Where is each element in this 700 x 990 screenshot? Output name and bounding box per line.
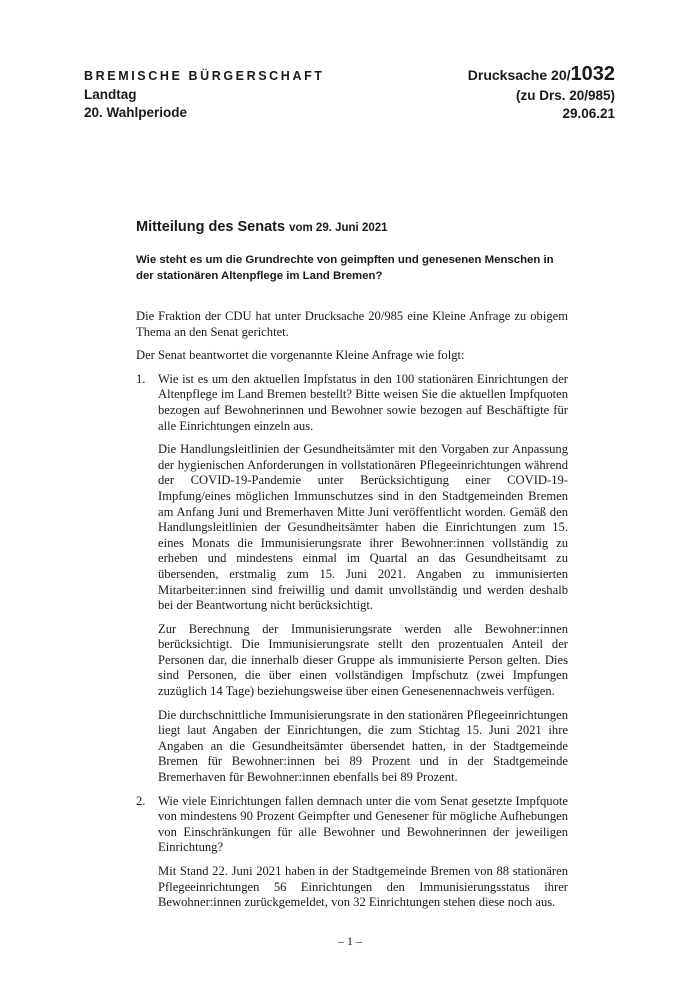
drucksache-reference: (zu Drs. 20/985) (515, 88, 615, 103)
answer-paragraph: Mit Stand 22. Juni 2021 haben in der Stadtgemeinde Bremen von 88 stationären Pflegeeinrichtungen 56 Einrichtungen den Immunisierungsstatus ihrer Bewohner:innen zurückgemeldet, von 32 Einrichtungen stehen diese noch aus. (158, 864, 568, 910)
document-header-right (468, 63, 615, 123)
document-header-left (84, 66, 325, 122)
question-text: Wie ist es um den aktuellen Impfstatus in den 100 stationären Einrichtungen der Altenpflege im Land Bremen bestellt? Bitte weisen Sie die aktuellen Impfquoten bezogen auf Bewohnerinnen und Bewohner sowie bezogen auf Beschäftigte für alle Einrichtungen einzeln aus. (158, 371, 568, 433)
document-title (136, 218, 568, 237)
title-main: Mitteilung des Senats (136, 219, 286, 235)
answer-paragraph: Die Handlungsleitlinien der Gesundheitsämter mit den Vorgaben zur Anpassung der hygienischen Anforderungen in vollstationären Pflegeeinrichtungen während der COVID-19-Pandemie unter Berücksichtigung einer COVID-19-Impfung/eines möglichen Immunschutzes sind in den Stadtgemeinden Bremen am Anfang Juni und Bremerhaven Mitte Juni veröffentlicht worden. Gemäß den Handlungsleitlinien der Gesundheitsämter haben die Einrichtungen zum 15. eines Monats die Immunisierungsrate ihrer Bewohner:innen vollständig zu erheben und mindestens einmal im Quartal an das Gesundheitsamt zu übersenden, erstmalig zum 15. Juni 2021. Angaben zu immunisierten Mitarbeiter:innen sind freiwillig und damit unvollständig und werden deshalb bei der Beantwortung nicht berücksichtigt. (158, 442, 568, 613)
answer-intro-paragraph: Der Senat beantwortet die vorgenannte Kleine Anfrage wie folgt: (136, 348, 465, 363)
drucksache-label: Drucksache 20/ (467, 67, 571, 83)
document-subtitle: Wie steht es um die Grundrechte von geimpften und genesenen Menschen in der stationären Altenpflege im Land Bremen? (136, 254, 554, 282)
question-number: 2. (136, 793, 146, 808)
answer-paragraph: Zur Berechnung der Immunisierungsrate werden alle Bewohner:innen berücksichtigt. Die Immunisierungsrate stellt den prozentualen Anteil der Personen dar, die innerhalb dieser Gruppe als immunisierte Person gelten. Dies sind Personen, die über einen vollständigen Impfschutz (zwei Impfungen zuzüglich 14 Tage) beziehungsweise über einen Genesenennachweis verfügen. (158, 621, 568, 699)
document-date: 29.06.21 (562, 106, 615, 121)
page-number: – 1 – (338, 934, 362, 948)
drucksache-number (468, 63, 615, 87)
chamber-name: Landtag (84, 87, 137, 102)
answer-paragraph: Die durchschnittliche Immunisierungsrate in den stationären Pflegeeinrichtungen liegt laut Angaben der Einrichtungen, die zum Stichtag 15. Juni 2021 ihre Angaben an die Gesundheitsämter übersendet hatten, in der Stadtgemeinde Bremen für Bewohner:innen bei 89 Prozent und in der Stadtgemeinde Bremerhaven für Bewohner:innen ebenfalls bei 89 Prozent. (158, 707, 568, 785)
title-date: vom 29. Juni 2021 (289, 222, 388, 234)
document-body (136, 218, 568, 911)
question-item (136, 794, 568, 856)
legislative-period: 20. Wahlperiode (84, 105, 188, 120)
intro-paragraph: Die Fraktion der CDU hat unter Drucksache 20/985 eine Kleine Anfrage zu obigem Thema an den Senat gerichtet. (136, 309, 568, 339)
organization-name: BREMISCHE BÜRGERSCHAFT (84, 69, 325, 83)
drucksache-id: 1032 (570, 63, 615, 85)
question-text: Wie viele Einrichtungen fallen demnach unter die vom Senat gesetzte Impfquote von mindestens 90 Prozent Geimpfter und Genesener für mögliche Aufhebungen von Einschränkungen für alle Bewohner und Bewohnerinnen der jeweiligen Einrichtung? (158, 793, 568, 855)
question-item (136, 372, 568, 434)
question-number: 1. (136, 371, 146, 386)
